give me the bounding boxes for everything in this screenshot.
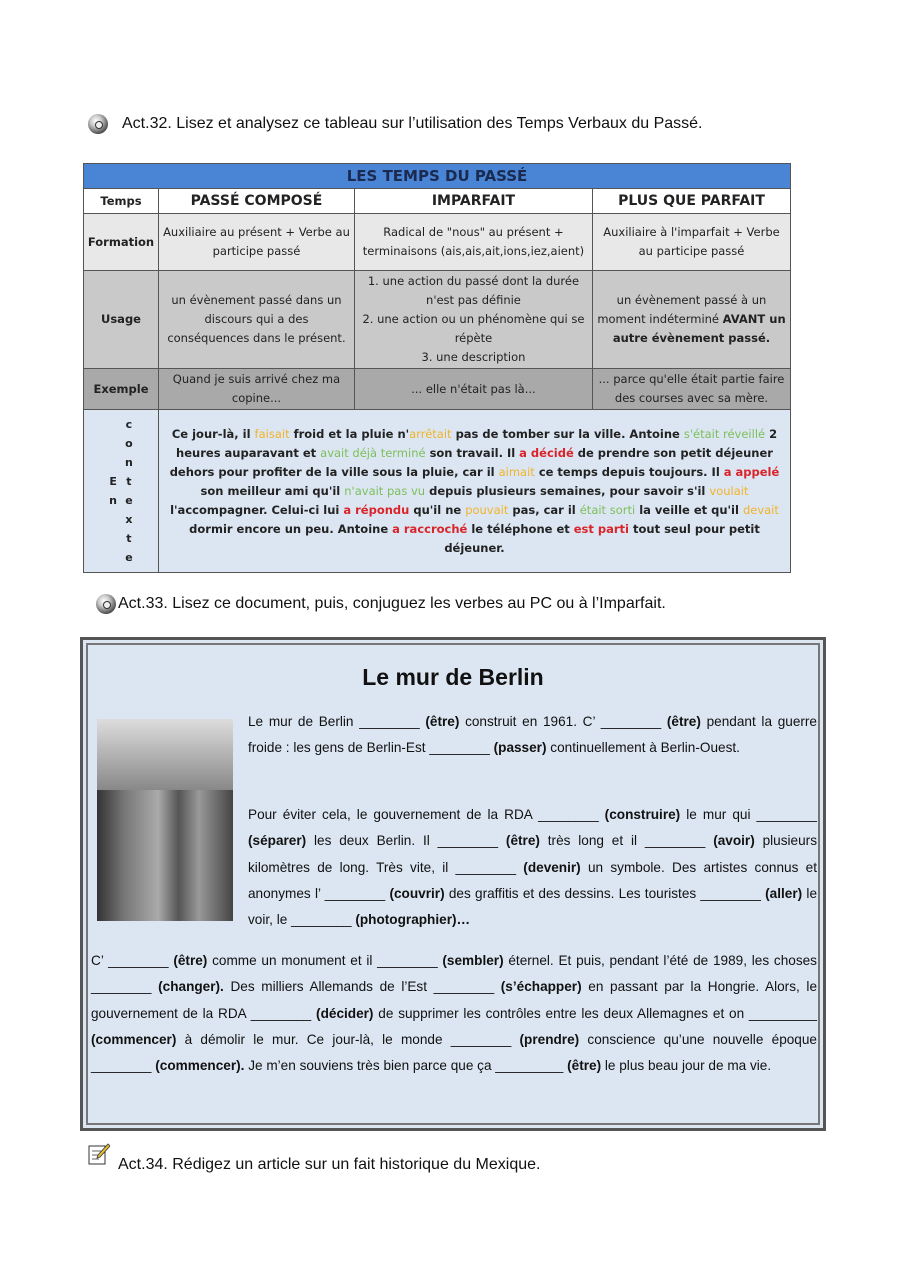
act32-label: Act.32. Lisez et analysez ce tableau sur l’utilisation des Temps Verbaux du Passé.	[122, 115, 703, 132]
verb-hint: (être)	[567, 1058, 602, 1074]
verb-hint: (sembler)	[442, 953, 504, 968]
exemple-pqp: ... parce qu'elle était partie faire des courses avec sa mère.	[592, 369, 790, 410]
highlighted-verb: voulait	[709, 483, 749, 498]
formation-pqp: Auxiliaire à l'imparfait + Verbe au participe passé	[592, 214, 790, 271]
ctx-letter: t	[126, 475, 132, 488]
ctx-letter: e	[125, 551, 133, 564]
text-segment: en passant par la Hongrie. Alors, le gouvernement de la RDA ________	[91, 979, 818, 1021]
highlighted-verb: s'était réveillé	[683, 426, 766, 441]
act33-heading	[96, 594, 666, 614]
highlighted-verb: a répondu	[343, 502, 410, 517]
text-segment: de prendre son petit déjeuner dehors pour profiter de la ville sous la pluie, car il	[169, 445, 773, 479]
ctx-letter: n	[109, 494, 117, 507]
usage-imp-3: 3. une description	[421, 350, 526, 364]
text-segment: de supprimer les contrôles entre les deux Allemagnes et on _________	[373, 1005, 817, 1021]
row-label-exemple: Exemple	[84, 369, 159, 410]
text-segment: pas, car il	[508, 502, 580, 517]
usage-pqp-bold: AVANT un autre évènement passé.	[612, 312, 786, 345]
ctx-letter: t	[126, 532, 132, 545]
verb-hint: (être)	[173, 953, 208, 968]
header-imparfait: IMPARFAIT	[354, 189, 592, 214]
text-segment: le plus beau jour de ma vie.	[601, 1058, 772, 1074]
highlighted-verb: a appelé	[723, 464, 780, 479]
text-segment: son meilleur ami qu'il	[200, 483, 345, 498]
verb-hint: (avoir)	[713, 833, 755, 849]
usage-pqp-text: un évènement passé à un moment indéterminé	[597, 293, 767, 326]
text-segment: éternel. Et puis, pendant l’été de 1989, les choses ________	[91, 953, 817, 995]
verb-hint: (décider)	[316, 1005, 374, 1021]
verb-hint: (construire)	[604, 807, 681, 822]
text-segment: un symbole. Des artistes connus et anonymes l’ ________	[248, 859, 817, 901]
verb-hint: (changer).	[158, 979, 224, 995]
text-segment: Des milliers Allemands de l’Est ________	[223, 979, 501, 995]
formation-pc: Auxiliaire au présent + Verbe au participe passé	[159, 214, 355, 271]
act32-heading	[88, 114, 702, 134]
usage-imp	[354, 271, 592, 369]
text-segment: tout seul pour petit déjeuner.	[444, 521, 760, 555]
row-label-usage: Usage	[84, 271, 159, 369]
row-label-temps: Temps	[84, 189, 159, 214]
verb-hint: (aller)	[765, 885, 803, 901]
text-segment: le téléphone et	[467, 521, 574, 536]
text-segment: pas de tomber sur la ville. Antoine	[451, 426, 684, 441]
highlighted-verb: pouvait	[465, 502, 509, 517]
table-title: LES TEMPS DU PASSÉ	[84, 164, 791, 189]
berlin-exercise-box	[80, 637, 826, 1131]
highlighted-verb: devait	[742, 502, 779, 517]
verb-hint: (passer)	[493, 740, 547, 756]
highlighted-verb: est parti	[573, 521, 629, 536]
text-segment: Je m’en souviens très bien parce que ça _________	[244, 1058, 568, 1074]
formation-imp: Radical de "nous" au présent + terminaisons (ais,ais,ait,ions,iez,aient)	[354, 214, 592, 271]
highlighted-verb: arrêtait	[409, 426, 452, 441]
highlighted-verb: était sorti	[579, 502, 636, 517]
text-segment: des graffitis et des dessins. Les touristes ________	[444, 885, 766, 901]
text-segment: comme un monument et il ________	[207, 953, 443, 968]
text-segment: continuellement à Berlin-Ouest.	[546, 740, 740, 756]
text-segment: froid et la pluie n'	[289, 426, 410, 441]
text-segment: depuis plusieurs semaines, pour savoir s'il	[425, 483, 710, 498]
text-segment: très long et il ________	[539, 833, 714, 849]
highlighted-verb: a raccroché	[392, 521, 468, 536]
berlin-paragraph-3	[91, 948, 817, 1079]
highlighted-verb: faisait	[254, 426, 290, 441]
berlin-paragraph-1	[248, 709, 817, 762]
text-segment: son travail. Il	[425, 445, 520, 460]
text-segment: qu'il ne	[409, 502, 466, 517]
text-segment: à démolir le mur. Ce jour-là, le monde ________	[176, 1031, 520, 1047]
ctx-letter: x	[125, 513, 133, 526]
verb-hint: (photographier)…	[355, 912, 471, 928]
usage-pc: un évènement passé dans un discours qui a des conséquences dans le présent.	[159, 271, 355, 369]
context-paragraph	[159, 410, 791, 573]
text-segment: les deux Berlin. Il ________	[306, 833, 506, 849]
act34-heading	[88, 1134, 540, 1174]
text-segment: ce temps depuis toujours. Il	[534, 464, 724, 479]
verb-hint: (commencer).	[155, 1058, 245, 1074]
ctx-letter: o	[125, 437, 133, 450]
verb-hint: (s’échapper)	[500, 979, 582, 995]
usage-pqp	[592, 271, 790, 369]
text-segment: Pour éviter cela, le gouvernement de la RDA ________	[248, 807, 605, 822]
verb-hint: (être)	[425, 714, 460, 729]
cd-icon	[96, 594, 116, 614]
text-segment: pendant la guerre froide : les gens de Berlin-Est ________	[248, 714, 817, 756]
berlin-paragraph-2	[248, 802, 817, 933]
header-passe-compose: PASSÉ COMPOSÉ	[159, 189, 355, 214]
exemple-pc: Quand je suis arrivé chez ma copine...	[159, 369, 355, 410]
exemple-imp: ... elle n'était pas là...	[354, 369, 592, 410]
ctx-letter: c	[125, 418, 133, 431]
berlin-wall-photo	[97, 719, 233, 921]
usage-imp-1: 1. une action du passé dont la durée n'est pas définie	[367, 274, 580, 307]
ctx-letter: n	[125, 456, 133, 469]
highlighted-verb: avait déjà terminé	[320, 445, 426, 460]
verb-hint: (devenir)	[523, 859, 581, 875]
text-segment: le mur qui ________	[680, 807, 817, 822]
verb-hint: (être)	[666, 714, 701, 729]
text-segment: C’ ________	[91, 953, 174, 968]
text-segment: le voir, le ________	[248, 885, 818, 928]
verb-hint: (prendre)	[519, 1031, 580, 1047]
pencil-note-icon	[88, 1143, 110, 1165]
usage-imp-2: 2. une action ou un phénomène qui se répète	[362, 312, 585, 345]
ctx-letter: E	[109, 475, 117, 488]
text-segment: dormir encore un peu. Antoine	[189, 521, 393, 536]
act34-label: Act.34. Rédigez un article sur un fait historique du Mexique.	[118, 1156, 541, 1173]
act33-label: Act.33. Lisez ce document, puis, conjuguez les verbes au PC ou à l’Imparfait.	[118, 595, 666, 612]
cd-icon	[88, 114, 108, 134]
highlighted-verb: n'avait pas vu	[344, 483, 426, 498]
text-segment: plusieurs kilomètres de long. Très vite, il ________	[248, 833, 817, 875]
row-label-en-contexte	[84, 410, 159, 573]
header-plus-que-parfait: PLUS QUE PARFAIT	[592, 189, 790, 214]
text-segment: 2 heures auparavant et	[176, 426, 778, 460]
text-segment: Le mur de Berlin ________	[248, 714, 426, 729]
text-segment: Ce jour-là, il	[171, 426, 255, 441]
text-segment: la veille et qu'il	[635, 502, 743, 517]
verb-hint: (être)	[505, 833, 540, 849]
verb-hint: (commencer)	[91, 1031, 177, 1047]
verb-hint: (couvrir)	[389, 885, 445, 901]
ctx-letter: e	[125, 494, 133, 507]
past-tenses-table	[83, 163, 791, 573]
row-label-formation: Formation	[84, 214, 159, 271]
text-segment: construit en 1961. C’ ________	[459, 714, 667, 729]
verb-hint: (séparer)	[248, 833, 307, 849]
highlighted-verb: aimait	[498, 464, 535, 479]
text-segment: conscience qu’une nouvelle époque ________	[91, 1031, 817, 1074]
highlighted-verb: a décidé	[519, 445, 574, 460]
text-segment: l'accompagner. Celui-ci lui	[170, 502, 344, 517]
berlin-title: Le mur de Berlin	[362, 664, 544, 690]
